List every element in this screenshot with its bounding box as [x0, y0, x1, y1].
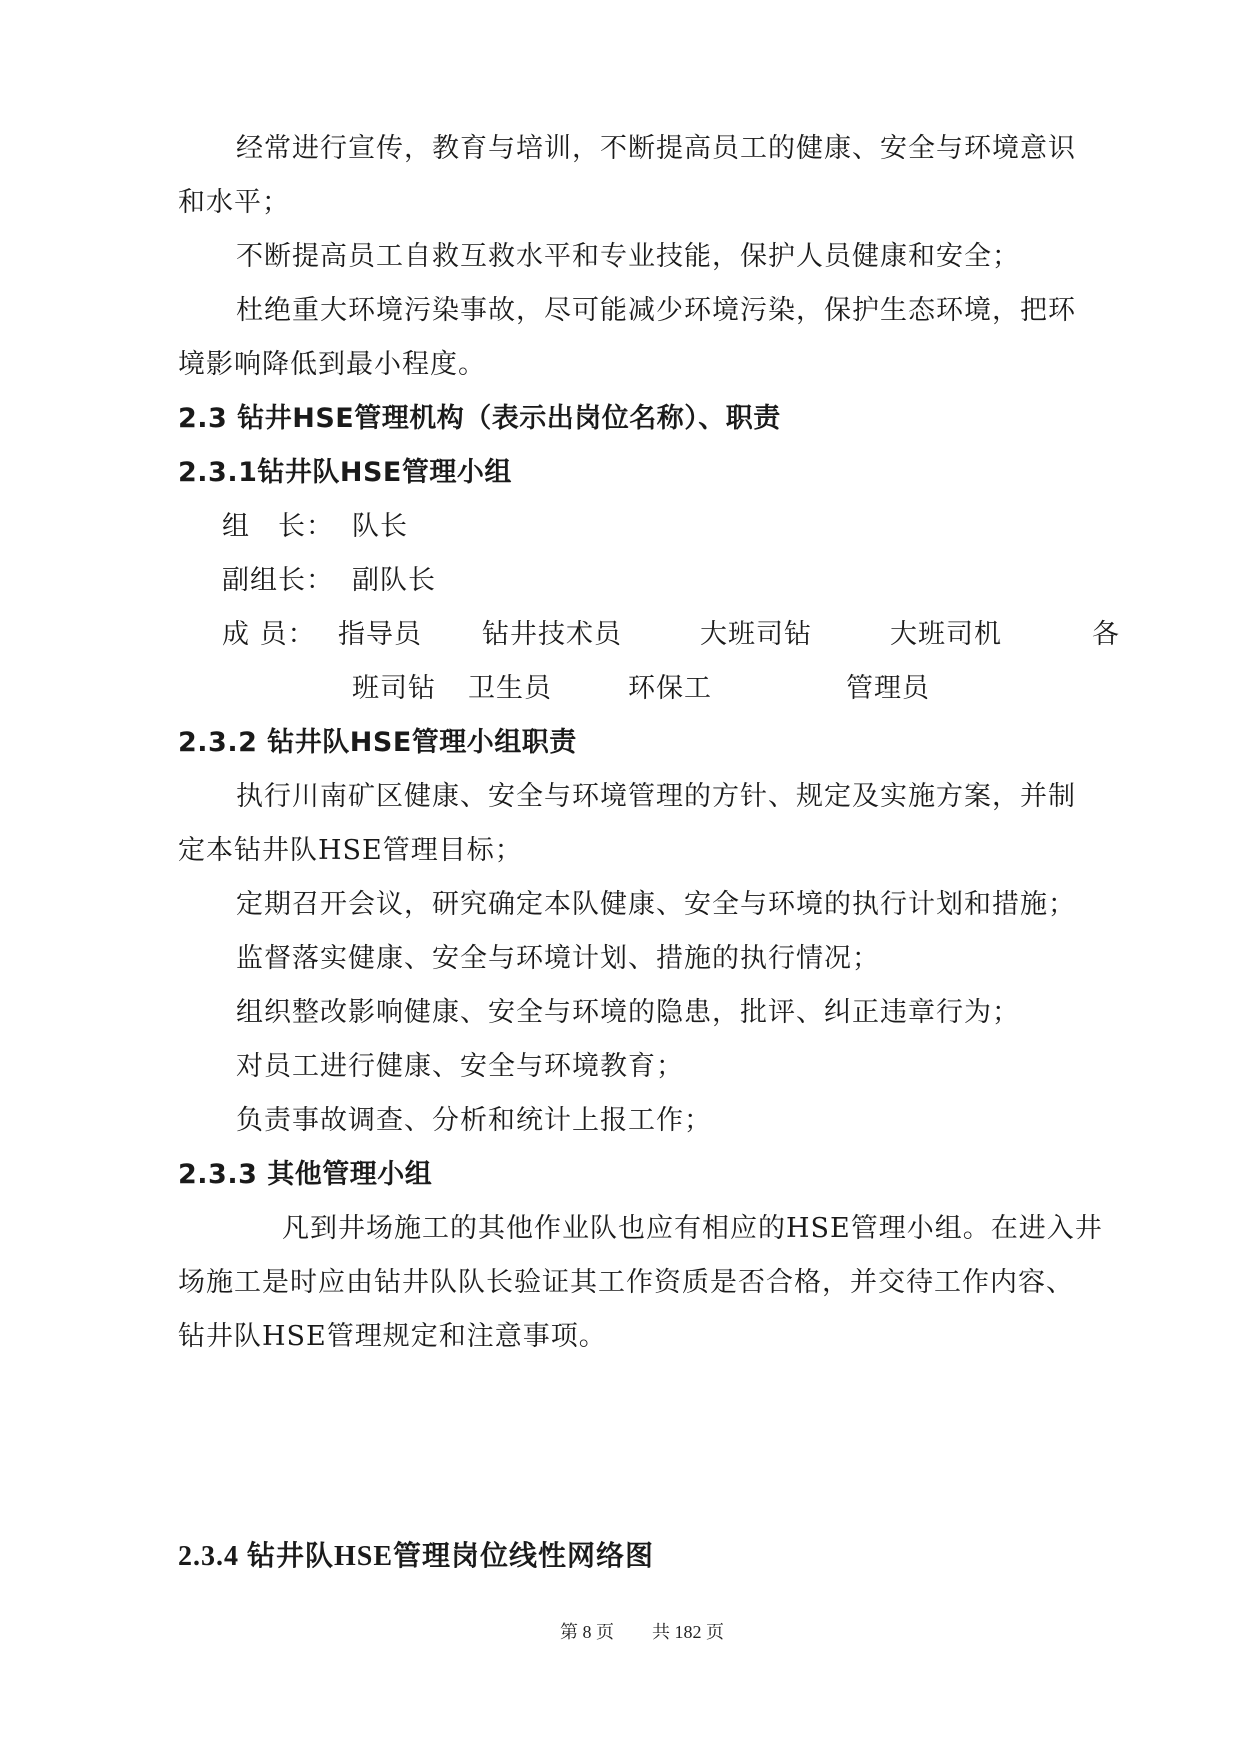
member-item: 指导员	[338, 619, 422, 650]
section-heading-2-3-3: 2.3.3 其他管理小组	[178, 1159, 433, 1190]
paragraph-line: 经常进行宣传，教育与培训，不断提高员工的健康、安全与环境意识	[236, 133, 1076, 164]
paragraph-line: 不断提高员工自救互救水平和专业技能，保护人员健康和安全；	[236, 241, 1020, 272]
member-item: 大班司机	[890, 619, 1002, 650]
paragraph-line: 境影响降低到最小程度。	[178, 349, 486, 380]
paragraph-line: 对员工进行健康、安全与环境教育；	[236, 1051, 684, 1082]
deputy-value: 副队长	[352, 565, 436, 596]
leader-value: 队长	[352, 511, 408, 542]
paragraph-line: 监督落实健康、安全与环境计划、措施的执行情况；	[236, 943, 880, 974]
paragraph-line: 负责事故调查、分析和统计上报工作；	[236, 1105, 712, 1136]
page-total: 共 182 页	[652, 1622, 724, 1642]
deputy-label: 副组长：	[222, 565, 334, 596]
member-item: 管理员	[846, 673, 930, 704]
paragraph-line: 组织整改影响健康、安全与环境的隐患，批评、纠正违章行为；	[236, 997, 1020, 1028]
section-heading-2-3-1: 2.3.1钻井队HSE管理小组	[178, 457, 512, 488]
member-item: 环保工	[628, 673, 712, 704]
section-heading-2-3: 2.3 钻井HSE管理机构（表示出岗位名称）、职责	[178, 403, 781, 434]
paragraph-line: 杜绝重大环境污染事故，尽可能减少环境污染，保护生态环境，把环	[236, 295, 1076, 326]
leader-label: 组 长：	[222, 511, 334, 542]
members-label: 成 员：	[222, 619, 316, 650]
paragraph-line: 场施工是时应由钻井队队长验证其工作资质是否合格，并交待工作内容、	[178, 1267, 1074, 1298]
member-item: 钻井技术员	[482, 619, 622, 650]
member-item: 大班司钻	[700, 619, 812, 650]
paragraph-line: 和水平；	[178, 187, 290, 218]
paragraph-line: 凡到井场施工的其他作业队也应有相应的HSE管理小组。在进入井	[282, 1213, 1103, 1244]
member-item: 卫生员	[468, 673, 552, 704]
paragraph-line: 定期召开会议，研究确定本队健康、安全与环境的执行计划和措施；	[236, 889, 1076, 920]
member-item: 班司钻	[352, 673, 436, 704]
section-heading-2-3-2: 2.3.2 钻井队HSE管理小组职责	[178, 727, 577, 758]
member-item: 各	[1092, 619, 1120, 650]
section-heading-2-3-4: 2.3.4 钻井队HSE管理岗位线性网络图	[178, 1541, 655, 1572]
paragraph-line: 钻井队HSE管理规定和注意事项。	[178, 1321, 607, 1352]
paragraph-line: 执行川南矿区健康、安全与环境管理的方针、规定及实施方案，并制	[236, 781, 1076, 812]
paragraph-line: 定本钻井队HSE管理目标；	[178, 835, 523, 866]
page-number: 第 8 页	[560, 1622, 614, 1642]
